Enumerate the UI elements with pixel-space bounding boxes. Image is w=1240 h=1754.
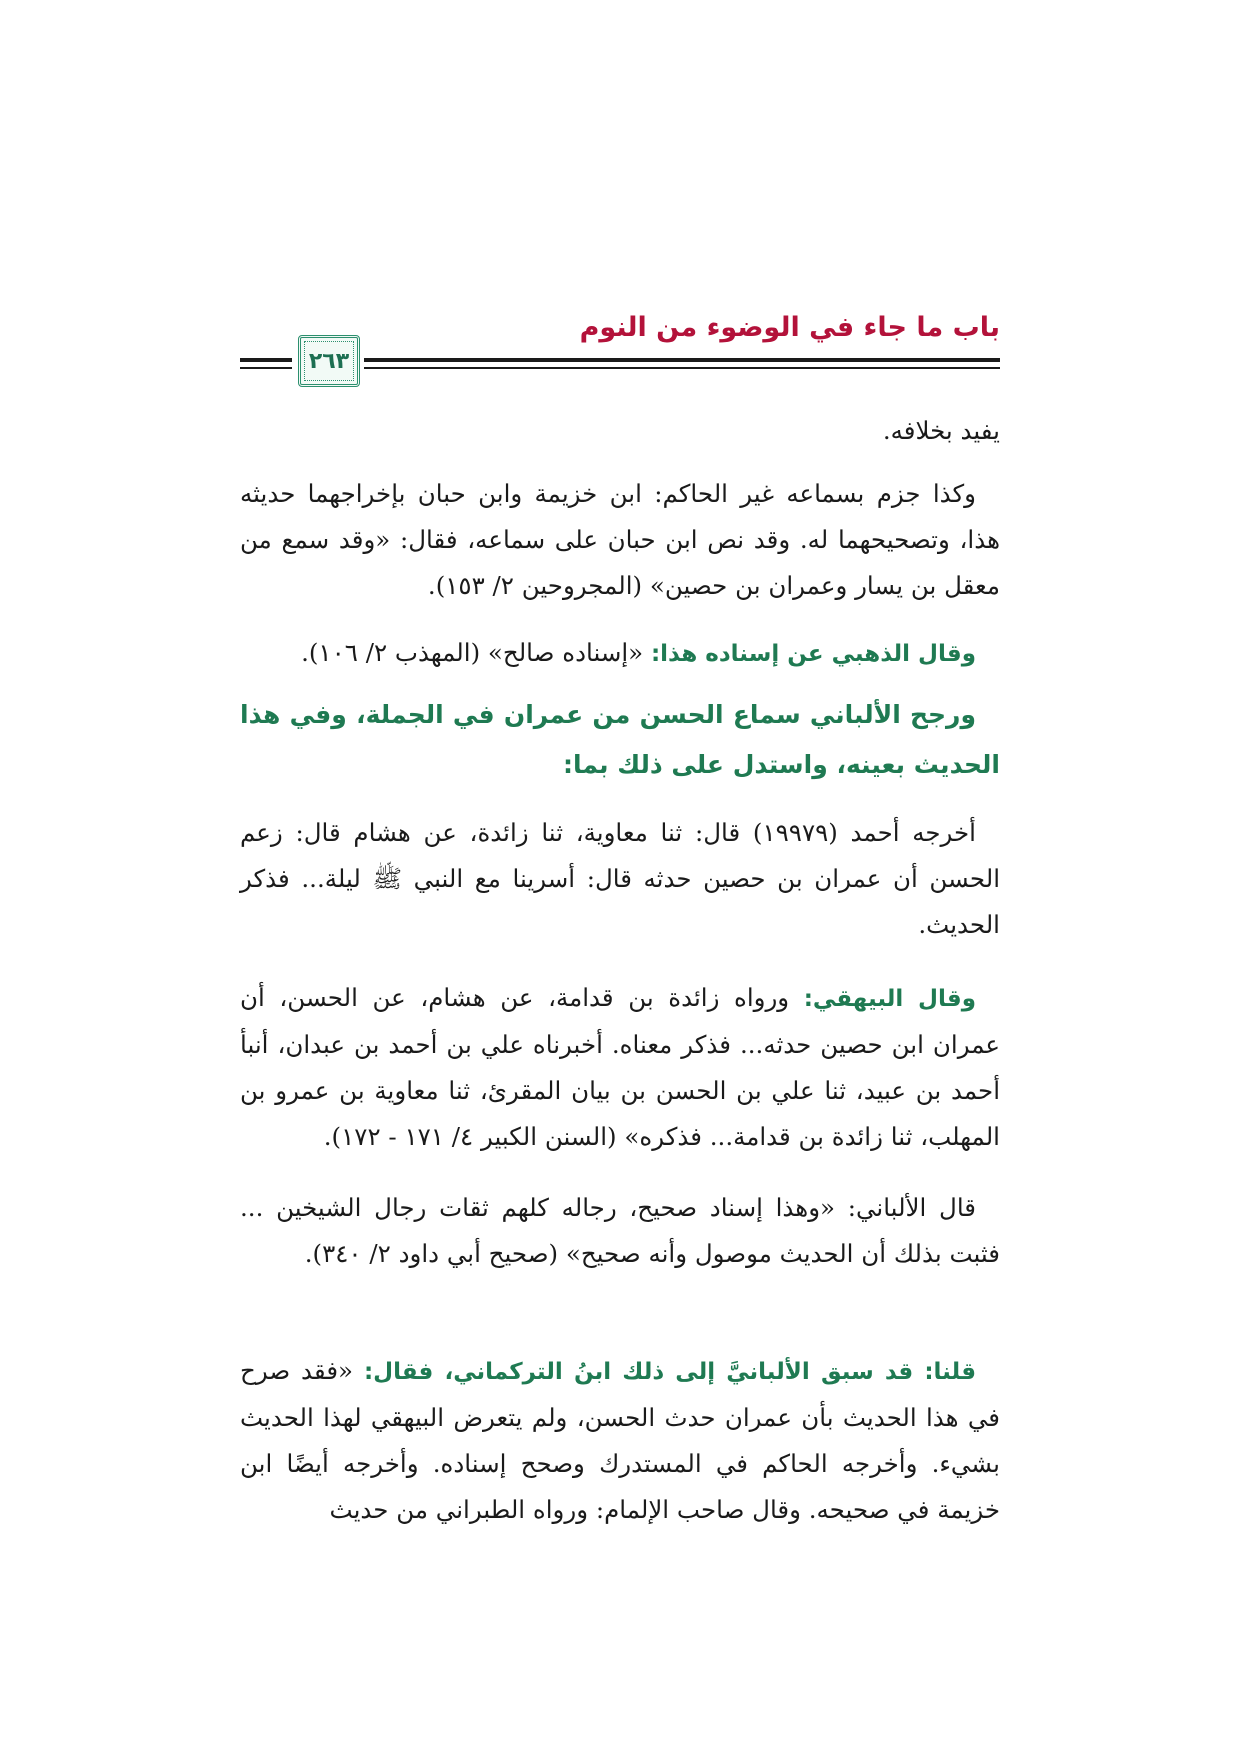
paragraph: وكذا جزم بسماعه غير الحاكم: ابن خزيمة وابن حبان بإخراجهما حديثه هذا، وتصحيحهما له. وقد نص ابن حبان على سماعه، فقال: «وقد سمع من معقل بن يسار وعمران بن حصين» (المجروحين ٢/ ١٥٣). [240, 479, 1000, 600]
paragraph-text: «إسناده صالح» (المهذب ٢/ ١٠٦). [301, 638, 651, 667]
heading-text: ورجح الألباني سماع الحسن من عمران في الجملة، وفي هذا الحديث بعينه، واستدل على ذلك بما: [240, 700, 1000, 779]
paragraph [240, 1348, 1000, 1533]
header-rule [240, 358, 292, 362]
page-number: ٢٦٣ [308, 348, 350, 374]
header-rule [240, 367, 292, 369]
section-heading [240, 690, 1000, 790]
quote-label: وقال الذهبي عن إسناده هذا: [650, 641, 976, 667]
quote-label: قلنا: قد سبق الألبانيَّ إلى ذلك ابنُ التركماني، فقال: [363, 1359, 977, 1385]
paragraph [240, 630, 1000, 677]
paragraph-text: ورواه زائدة بن قدامة، عن هشام، عن الحسن، أن عمران ابن حصين حدثه... فذكر معناه. أخبرناه علي بن أحمد بن عبدان، أنبأ أحمد بن عبيد، ثنا علي بن الحسن بن بيان المقرئ، ثنا معاوية بن عمرو بن المهلب، ثنا زائدة بن قدامة... فذكره» (السنن الكبير ٤/ ١٧١ - ١٧٢). [240, 983, 1000, 1151]
paragraph [240, 975, 1000, 1160]
paragraph-text: «فقد صرح في هذا الحديث بأن عمران حدث الحسن، ولم يتعرض البيهقي لهذا الحديث بشيء. وأخرجه الحاكم في المستدرك وصحح إسناده. وأخرجه أيضًا ابن خزيمة في صحيحه. وقال صاحب الإلمام: ورواه الطبراني من حديث [240, 1356, 1000, 1524]
header-rule [364, 367, 1000, 369]
paragraph: قال الألباني: «وهذا إسناد صحيح، رجاله كلهم ثقات رجال الشيخين ... فثبت بذلك أن الحديث موصول وأنه صحيح» (صحيح أبي داود ٢/ ٣٤٠). [240, 1193, 1000, 1268]
page-number-badge [298, 335, 360, 387]
paragraph: يفيد بخلافه. [882, 416, 1000, 445]
quote-label: وقال البيهقي: [803, 986, 976, 1012]
header-rule [364, 358, 1000, 362]
chapter-title: باب ما جاء في الوضوء من النوم [579, 312, 1000, 343]
paragraph: أخرجه أحمد (١٩٩٧٩) قال: ثنا معاوية، ثنا زائدة، عن هشام قال: زعم الحسن أن عمران بن حصين حدثه قال: أسرينا مع النبي ﷺ ليلة... فذكر الحديث. [240, 818, 1000, 939]
